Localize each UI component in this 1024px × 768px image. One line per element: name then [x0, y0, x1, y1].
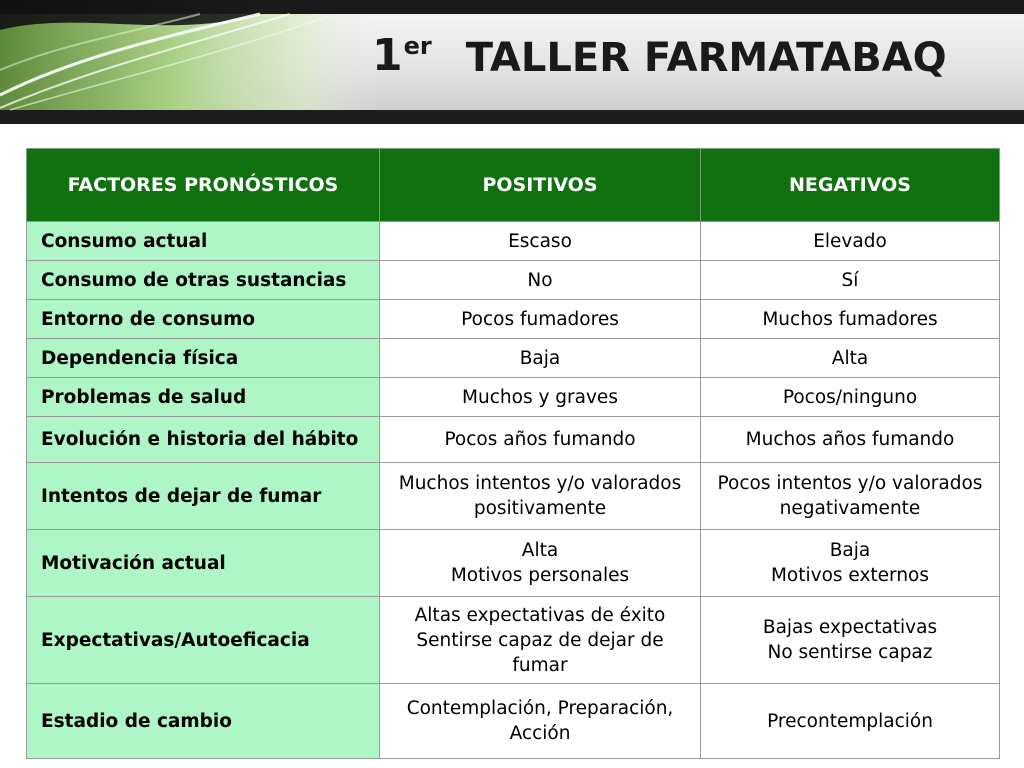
header-factor: FACTORES PRONÓSTICOS: [27, 149, 380, 222]
header-banner: [0, 0, 1024, 124]
positive-cell: [380, 684, 701, 759]
positive-text-line: Muchos intentos y/o valorados: [398, 473, 682, 494]
positive-cell: [380, 261, 701, 300]
negative-text-line: Pocos/ninguno: [782, 386, 918, 408]
table-row: [27, 463, 1000, 530]
negative-cell: [701, 530, 1000, 597]
negative-text-line: No sentirse capaz: [767, 642, 933, 663]
table-row: [27, 417, 1000, 463]
table-row: [27, 222, 1000, 261]
negative-text-line: Bajas expectativas: [762, 617, 938, 638]
factor-cell: Dependencia física: [27, 339, 380, 378]
factor-cell: Motivación actual: [27, 530, 380, 597]
positive-text-line: positivamente: [473, 498, 607, 519]
negative-text-line: Muchos fumadores: [762, 308, 938, 330]
negative-text-line: Alta: [831, 347, 869, 369]
table-row: [27, 597, 1000, 684]
positive-text-line: Sentirse capaz de dejar de: [416, 629, 664, 651]
negative-text-line: negativamente: [779, 498, 921, 519]
positive-cell: [380, 530, 701, 597]
factor-cell: Entorno de consumo: [27, 300, 380, 339]
positive-text-line: Pocos fumadores: [461, 308, 619, 330]
header-positive: POSITIVOS: [380, 149, 701, 222]
negative-text-line: Sí: [841, 269, 859, 291]
negative-text-line: Elevado: [813, 230, 887, 252]
positive-cell: [380, 597, 701, 684]
factor-cell: Intentos de dejar de fumar: [27, 463, 380, 530]
table-row: [27, 300, 1000, 339]
factor-cell: Estadio de cambio: [27, 684, 380, 759]
positive-text-line: Baja: [519, 347, 561, 369]
negative-cell: [701, 417, 1000, 463]
negative-cell: [701, 300, 1000, 339]
table-row: [27, 339, 1000, 378]
title-superscript: er: [403, 32, 432, 60]
positive-text-line: Acción: [509, 723, 571, 744]
positive-text-line: fumar: [512, 654, 568, 676]
table-row: [27, 261, 1000, 300]
factor-cell: Expectativas/Autoeficacia: [27, 597, 380, 684]
prognostic-factors-table: [26, 148, 1000, 759]
negative-cell: [701, 222, 1000, 261]
positive-cell: [380, 339, 701, 378]
negative-text-line: Motivos externos: [770, 565, 930, 586]
positive-cell: [380, 222, 701, 261]
positive-cell: [380, 300, 701, 339]
negative-cell: [701, 684, 1000, 759]
positive-cell: [380, 463, 701, 530]
positive-text-line: Motivos personales: [450, 565, 630, 586]
negative-cell: [701, 339, 1000, 378]
negative-text-line: Baja: [829, 540, 871, 561]
positive-text-line: Muchos y graves: [462, 386, 618, 408]
negative-cell: [701, 597, 1000, 684]
positive-cell: [380, 417, 701, 463]
positive-text-line: Escaso: [508, 230, 572, 252]
banner-swoosh-graphic: [0, 0, 380, 124]
title-main: TALLER FARMATABAQ: [465, 35, 947, 81]
factor-cell: Consumo actual: [27, 222, 380, 261]
negative-text-line: Precontemplación: [767, 710, 933, 732]
slide-title: [372, 30, 947, 90]
positive-text-line: No: [527, 269, 553, 291]
table-row: [27, 530, 1000, 597]
positive-text-line: Alta: [521, 540, 559, 561]
positive-text-line: Pocos años fumando: [444, 429, 636, 450]
factor-cell: Problemas de salud: [27, 378, 380, 417]
header-negative: NEGATIVOS: [701, 149, 1000, 222]
table-row: [27, 684, 1000, 759]
negative-cell: [701, 463, 1000, 530]
positive-text-line: Contemplación, Preparación,: [406, 698, 674, 719]
positive-text-line: Altas expectativas de éxito: [414, 604, 666, 626]
negative-text-line: Muchos años fumando: [745, 429, 955, 450]
table-header-row: [27, 149, 1000, 222]
positive-cell: [380, 378, 701, 417]
negative-cell: [701, 378, 1000, 417]
title-number: 1: [372, 30, 403, 81]
table-row: [27, 378, 1000, 417]
factor-cell: Evolución e historia del hábito: [27, 417, 380, 463]
negative-text-line: Pocos intentos y/o valorados: [717, 473, 983, 494]
factor-cell: Consumo de otras sustancias: [27, 261, 380, 300]
negative-cell: [701, 261, 1000, 300]
